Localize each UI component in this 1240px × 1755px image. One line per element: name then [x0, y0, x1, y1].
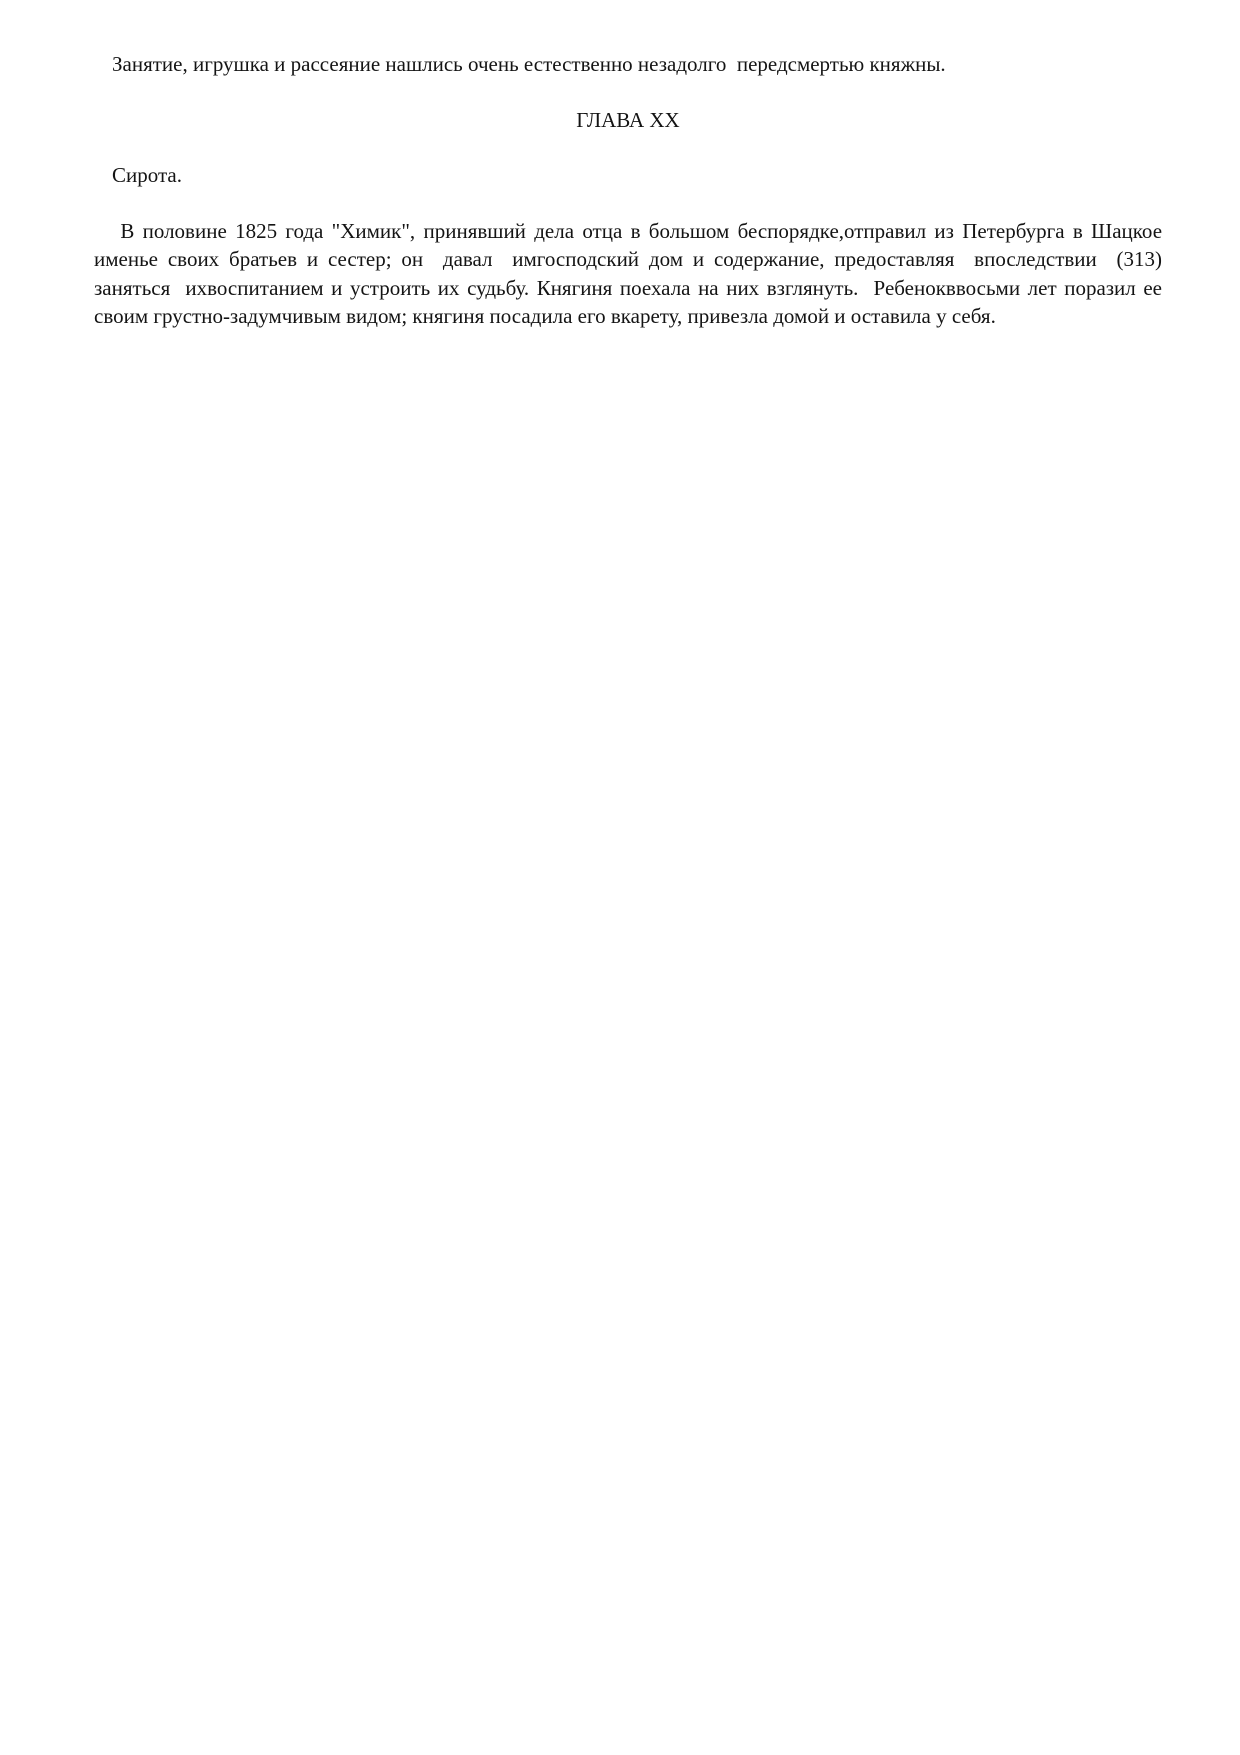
chapter-title: ГЛАВА XX [576, 107, 680, 132]
opening-line: Занятие, игрушка и рассеяние нашлись очень естественно незадолго передсмертью княжны. [112, 52, 946, 76]
document-page [94, 50, 1173, 331]
section-title: Сирота. [112, 163, 182, 187]
paragraph-1: В половине 1825 года "Химик", принявший дела отца в большом беспорядке,отправил из Петербурга в Шацкое именье своих братьев и сестер; он давал имгосподский дом и содержание, предоставляя впоследствии (313) заняться ихвоспитанием и устроить их судьбу. Княгиня поехала на них взглянуть. Ребенокввосьми лет поразил ее своим грустно-задумчивым видом; княгиня посадила его вкарету, привезла домой и оставила у себя. [94, 218, 1173, 328]
